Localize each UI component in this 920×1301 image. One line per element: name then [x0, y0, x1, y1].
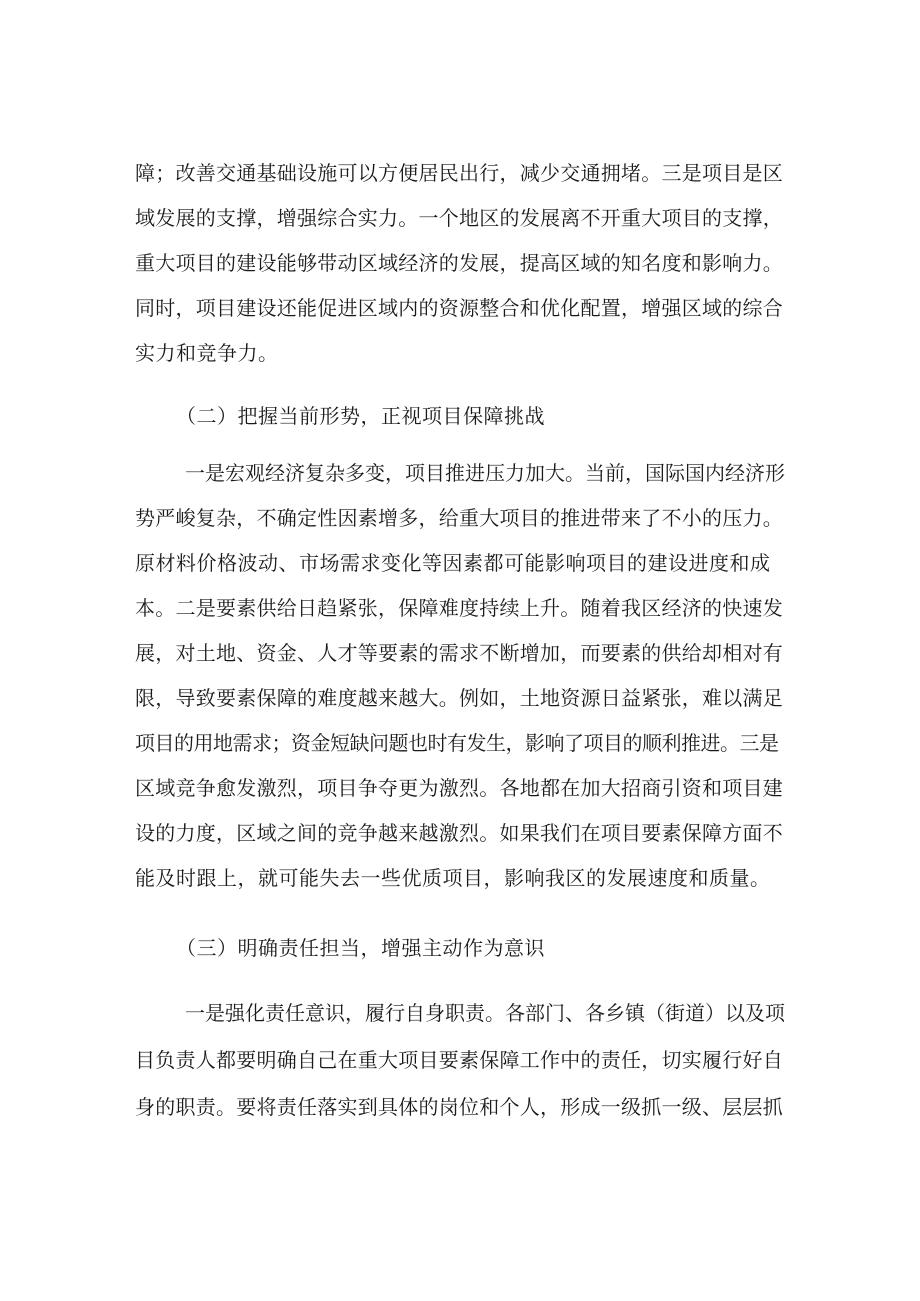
- paragraph-2-line-5: 展，对土地、资金、人才等要素的需求不断增加，而要素的供给却相对有: [135, 641, 783, 665]
- paragraph-2-line-9: 设的力度，区域之间的竞争越来越激烈。如果我们在项目要素保障方面不: [135, 821, 783, 845]
- paragraph-3-line-2: 目负责人都要明确自己在重大项目要素保障工作中的责任，切实履行好自: [135, 1048, 783, 1072]
- paragraph-1-line-2: 域发展的支撑，增强综合实力。一个地区的发展离不开重大项目的支撑，: [135, 206, 783, 230]
- paragraph-2-line-2: 势严峻复杂，不确定性因素增多，给重大项目的推进带来了不小的压力。: [135, 506, 783, 530]
- paragraph-2-line-1: 一是宏观经济复杂多变，项目推进压力加大。当前，国际国内经济形: [185, 461, 785, 485]
- paragraph-2-line-6: 限，导致要素保障的难度越来越大。例如，土地资源日益紧张，难以满足: [135, 686, 783, 710]
- section-heading-3: （三）明确责任担当，增强主动作为意识: [176, 936, 545, 960]
- paragraph-1-line-4: 同时，项目建设还能促进区域内的资源整合和优化配置，增强区域的综合: [135, 296, 783, 320]
- paragraph-2-line-8: 区域竞争愈发激烈，项目争夺更为激烈。各地都在加大招商引资和项目建: [135, 776, 783, 800]
- paragraph-1-line-5: 实力和竞争力。: [135, 341, 279, 365]
- paragraph-1-line-1: 障；改善交通基础设施可以方便居民出行，减少交通拥堵。三是项目是区: [135, 161, 783, 185]
- paragraph-3-line-3: 身的职责。要将责任落实到具体的岗位和个人，形成一级抓一级、层层抓: [135, 1095, 783, 1119]
- paragraph-1-line-3: 重大项目的建设能够带动区域经济的发展，提高区域的知名度和影响力。: [135, 251, 783, 275]
- paragraph-2-line-7: 项目的用地需求；资金短缺问题也时有发生，影响了项目的顺利推进。三是: [135, 731, 779, 755]
- paragraph-3-line-1: 一是强化责任意识，履行自身职责。各部门、各乡镇（街道）以及项: [185, 1001, 785, 1025]
- paragraph-2-line-3: 原材料价格波动、市场需求变化等因素都可能影响项目的建设进度和成: [135, 551, 771, 575]
- paragraph-2-line-10: 能及时跟上，就可能失去一些优质项目，影响我区的发展速度和质量。: [135, 866, 771, 890]
- section-heading-2: （二）把握当前形势，正视项目保障挑战: [176, 404, 545, 428]
- paragraph-2-line-4: 本。二是要素供给日趋紧张，保障难度持续上升。随着我区经济的快速发: [135, 596, 783, 620]
